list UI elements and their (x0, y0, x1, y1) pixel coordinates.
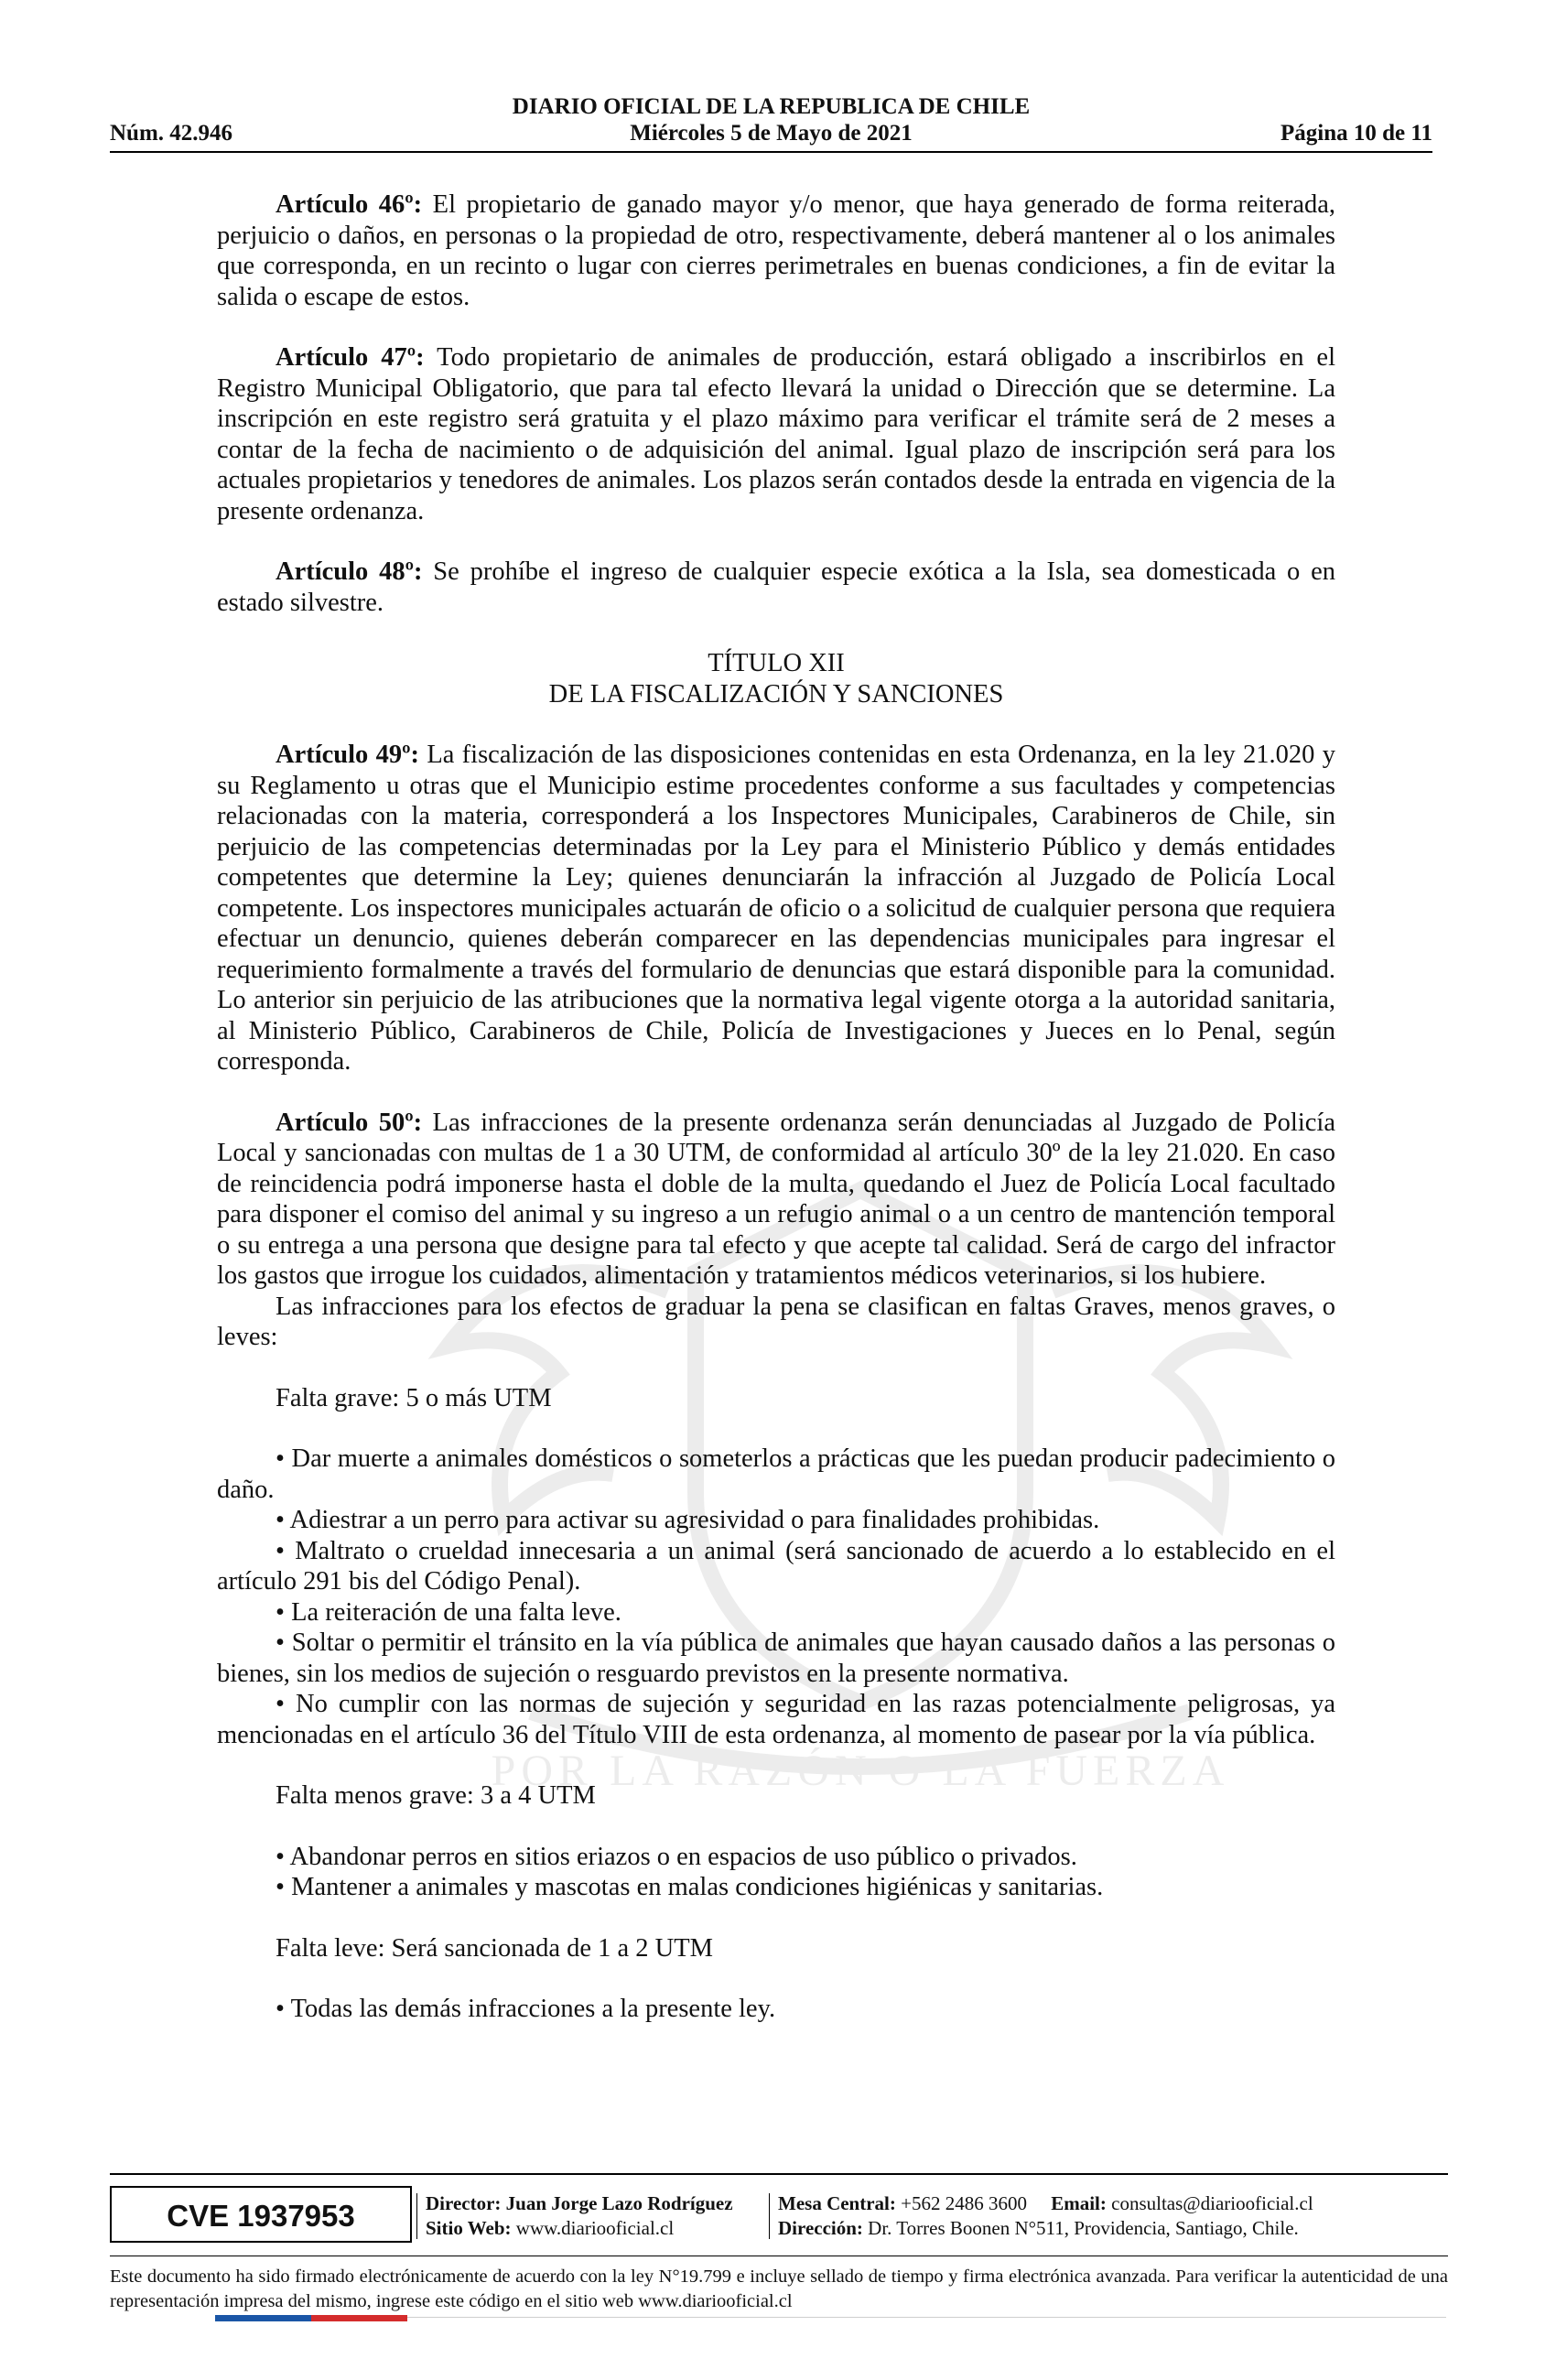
footer-contact-block (778, 2191, 1313, 2241)
address-text: Dr. Torres Boonen N°511, Providencia, Santiago, Chile. (868, 2217, 1299, 2239)
page-number: Página 10 de 11 (1280, 121, 1432, 146)
article-47 (217, 342, 1335, 526)
list-item: • Abandonar perros en sitios eriazos o en espacios de uso público o privados. (276, 1842, 1077, 1871)
web-label: Sitio Web: (426, 2217, 512, 2239)
list-item: • No cumplir con las normas de sujeción y seguridad en las razas potencialmente peligrosas, ya mencionadas en el artículo 36 del Título VIII de esta ordenanza, al momento de pasear por la vía pública. (217, 1690, 1335, 1749)
list-item: • Todas las demás infracciones a la presente ley. (276, 1995, 776, 2023)
page-header (110, 94, 1432, 158)
flag-color-bar (215, 2315, 407, 2321)
footer-thin-rule (407, 2317, 1446, 2318)
svg-text:POR LA RAZÓN O LA FUERZA: POR LA RAZÓN O LA FUERZA (491, 1747, 1230, 1795)
article-46-text: El propietario de ganado mayor y/o menor, que haya generado de forma reiterada, perjuicio o daños, en personas o la propiedad de otro, respectivamente, deberá mantener al o los animales que corresponda, en un recinto o lugar con cierres perimetrales en buenas condiciones, a fin de evitar la salida o escape de estos. (217, 190, 1335, 311)
grave-heading: Falta grave: 5 o más UTM (276, 1383, 552, 1412)
leve-heading: Falta leve: Será sancionada de 1 a 2 UTM (276, 1933, 714, 1963)
list-item: • Dar muerte a animales domésticos o someterlos a prácticas que les puedan producir padecimiento o daño. (217, 1444, 1335, 1504)
article-47-text: Todo propietario de animales de producción, estará obligado a inscribirlos en el Registro Municipal Obligatorio, que para tal efecto llevará la unidad o Dirección que se determine. La inscripción en este registro será gratuita y el plazo máximo para verificar el trámite será de 2 meses a contar de la fecha de nacimiento o de adquisición del animal. Igual plazo de inscripción será para los actuales propietarios y tenedores de animales. Los plazos serán contados desde la entrada en vigencia de la presente ordenanza. (217, 343, 1335, 525)
footer-director-block (426, 2191, 733, 2241)
title-xii (217, 648, 1335, 709)
header-rule (110, 151, 1432, 153)
issue-number: Núm. 42.946 (110, 121, 233, 146)
article-48-label: Artículo 48º: (276, 557, 423, 586)
article-50-label: Artículo 50º: (276, 1108, 423, 1137)
flag-blue-segment (215, 2315, 311, 2321)
footer-divider (416, 2193, 417, 2239)
list-item: • La reiteración de una falta leve. (276, 1597, 621, 1627)
address-label: Dirección: (778, 2217, 863, 2239)
journal-title: DIARIO OFICIAL DE LA REPUBLICA DE CHILE (512, 94, 1031, 119)
phone-number: +562 2486 3600 (901, 2192, 1027, 2214)
title-xii-number: TÍTULO XII (708, 649, 845, 677)
list-item: • Maltrato o crueldad innecesaria a un animal (será sancionado de acuerdo a lo establecido en el artículo 291 bis del Código Penal). (217, 1536, 1335, 1596)
footer-divider (769, 2193, 770, 2239)
list-item: • Adiestrar a un perro para activar su agresividad o para finalidades prohibidas. (276, 1506, 1100, 1534)
article-50 (217, 1108, 1335, 1292)
leve-list (217, 1994, 1335, 2025)
article-48-text: Se prohíbe el ingreso de cualquier especie exótica a la Isla, sea domesticada o en estado silvestre. (217, 557, 1335, 617)
list-item: • Soltar o permitir el tránsito en la vía pública de animales que hayan causado daños a las personas o bienes, sin los medios de sujeción o resguardo previstos en la presente normativa. (217, 1628, 1335, 1688)
article-50-classification: Las infracciones para los efectos de graduar la pena se clasifican en faltas Graves, menos graves, o leves: (217, 1292, 1335, 1351)
cve-code: CVE 1937953 (110, 2186, 412, 2243)
article-49 (217, 740, 1335, 1077)
article-46 (217, 189, 1335, 312)
menos-grave-list (217, 1842, 1335, 1903)
document-body (217, 189, 1335, 2055)
phone-label: Mesa Central: (778, 2192, 896, 2214)
article-46-label: Artículo 46º: (276, 190, 423, 219)
grave-list (217, 1444, 1335, 1750)
footer-rule (110, 2173, 1448, 2175)
web-link[interactable]: www.diariooficial.cl (515, 2217, 675, 2239)
article-50-text: Las infracciones de la presente ordenanza serán denunciadas al Juzgado de Policía Local y sancionadas con multas de 1 a 30 UTM, de conformidad al artículo 30º de la ley 21.020. En caso de reincidencia podrá imponerse hasta el doble de la multa, quedando el Juez de Policía Local facultado para disponer el comiso del animal y su ingreso a un refugio animal o a un centro de mantención temporal o su entrega a una persona que designe para tal efecto y que acepte tal calidad. Será de cargo del infractor los gastos que irrogue los cuidados, alimentación y tratamientos médicos veterinarios, si los hubiere. (217, 1108, 1335, 1290)
flag-red-segment (311, 2315, 407, 2321)
article-49-label: Artículo 49º: (276, 741, 420, 769)
issue-date: Miércoles 5 de Mayo de 2021 (630, 121, 913, 146)
article-47-label: Artículo 47º: (276, 343, 425, 372)
director-label: Director: (426, 2192, 502, 2214)
email-link[interactable]: consultas@diariooficial.cl (1111, 2192, 1313, 2214)
title-xii-heading: DE LA FISCALIZACIÓN Y SANCIONES (548, 679, 1004, 709)
article-48 (217, 557, 1335, 618)
legal-notice: Este documento ha sido firmado electrónicamente de acuerdo con la ley N°19.799 e incluye sellado de tiempo y firma electrónica avanzada. Para verificar la autenticidad de una representación impresa del mismo, ingrese este código en el sitio web www.diariooficial.cl (110, 2266, 1448, 2311)
director-name: Juan Jorge Lazo Rodríguez (505, 2192, 733, 2214)
article-49-text: La fiscalización de las disposiciones contenidas en esta Ordenanza, en la ley 21.020 y su Reglamento u otras que el Municipio estime procedentes conforme a sus facultades y competencias relacionadas con la materia, corresponderá a los Inspectores Municipales, Carabineros de Chile, sin perjuicio de las competencias determinadas por la Ley para el Ministerio Público y demás entidades competentes que determine la Ley; quienes denunciarán la infracción al Juzgado de Policía Local competente. Los inspectores municipales actuarán de oficio o a solicitud de cualquier persona que requiera efectuar un denuncio, quienes deberán comparecer en las dependencias municipales para ingresar el requerimiento formalmente a través del formulario de denuncias que estará disponible para la comunidad. Lo anterior sin perjuicio de las atribuciones que la normativa legal vigente otorga a la autoridad sanitaria, al Ministerio Público, Carabineros de Chile, Policía de Investigaciones y Jueces en lo Penal, según corresponda. (217, 741, 1335, 1076)
list-item: • Mantener a animales y mascotas en malas condiciones higiénicas y sanitarias. (276, 1873, 1104, 1901)
email-label: Email: (1051, 2192, 1107, 2214)
menos-grave-heading: Falta menos grave: 3 a 4 UTM (276, 1781, 596, 1810)
